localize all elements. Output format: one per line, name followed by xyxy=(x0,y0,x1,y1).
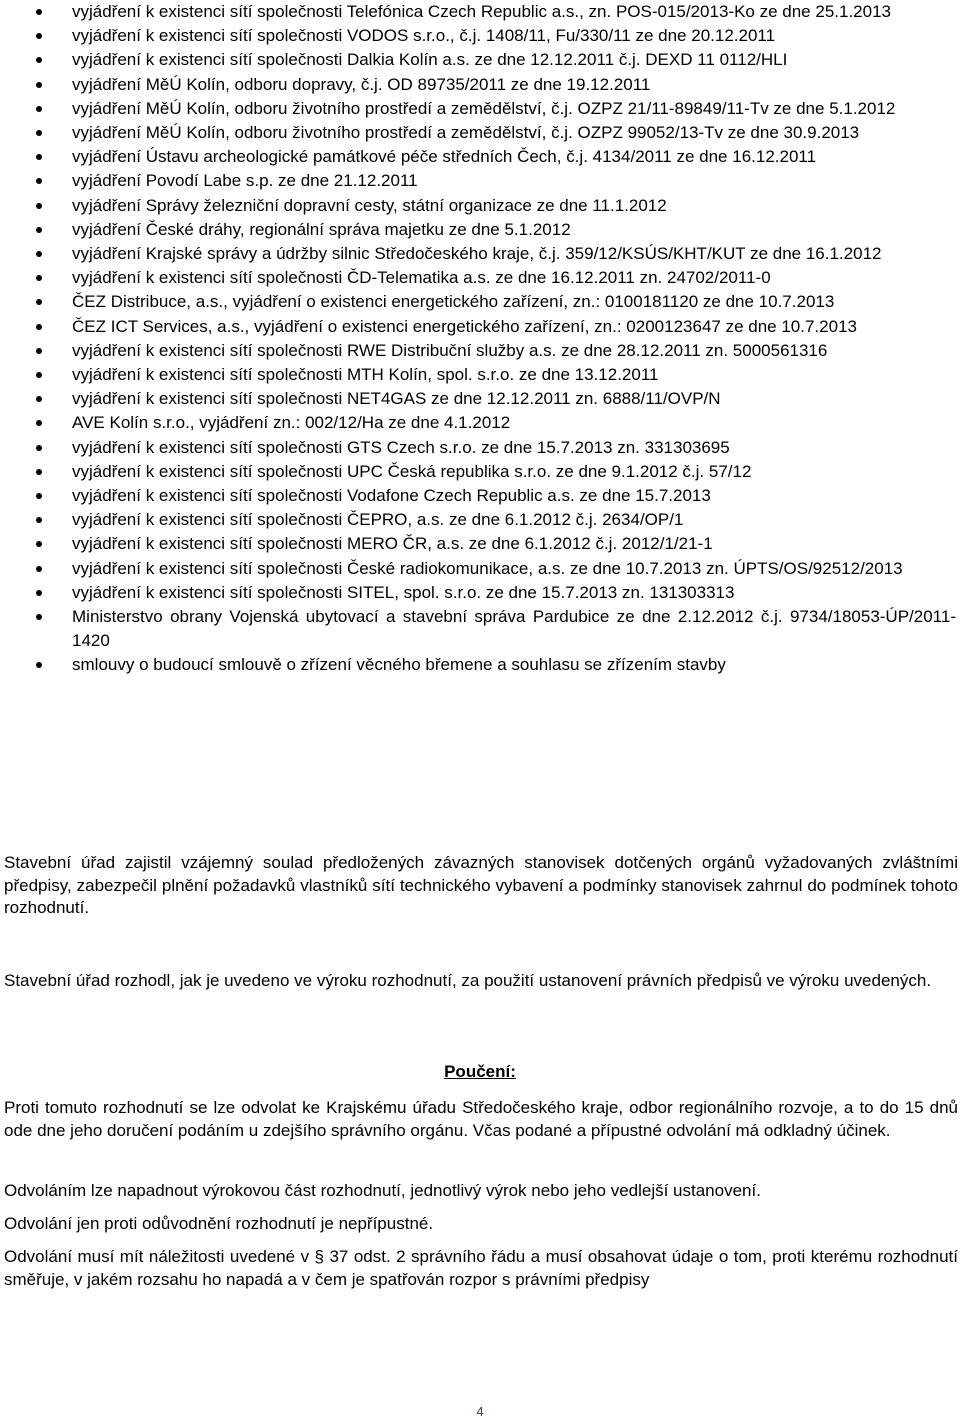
list-item xyxy=(0,339,960,363)
bullet-icon xyxy=(36,227,42,233)
bullet-icon xyxy=(36,275,42,281)
list-item-text: vyjádření k existenci sítí společnosti NET4GAS ze dne 12.12.2011 zn. 6888/11/OVP/N xyxy=(72,389,721,409)
bullet-icon xyxy=(36,57,42,63)
list-item xyxy=(0,121,960,145)
list-item xyxy=(0,363,960,387)
bullet-icon xyxy=(36,251,42,257)
bullet-icon xyxy=(36,420,42,426)
list-item-text: vyjádření k existenci sítí společnosti Dalkia Kolín a.s. ze dne 12.12.2011 č.j. DEXD 11 0112/HLI xyxy=(72,50,788,70)
bullet-icon xyxy=(36,324,42,330)
list-item-text: vyjádření k existenci sítí společnosti České radiokomunikace, a.s. ze dne 10.7.2013 zn. ÚPTS/OS/92512/2013 xyxy=(72,558,903,578)
list-item-text: vyjádření k existenci sítí společnosti ČEPRO, a.s. ze dne 6.1.2012 č.j. 2634/OP/1 xyxy=(72,510,684,530)
list-item-text: vyjádření Krajské správy a údržby silnic Středočeského kraje, č.j. 359/12/KSÚS/KHT/KUT ze dne 16.1.2012 xyxy=(72,244,882,264)
bullet-icon xyxy=(36,517,42,523)
list-item xyxy=(0,194,960,218)
list-item-text: vyjádření k existenci sítí společnosti MERO ČR, a.s. ze dne 6.1.2012 č.j. 2012/1/21-1 xyxy=(72,534,713,554)
list-item xyxy=(0,315,960,339)
list-item xyxy=(0,48,960,72)
bullet-icon xyxy=(36,614,42,620)
list-item-text: smlouvy o budoucí smlouvě o zřízení věcného břemene a souhlasu se zřízením stavby xyxy=(72,655,726,675)
list-item-text: vyjádření k existenci sítí společnosti SITEL, spol. s.r.o. ze dne 15.7.2013 zn. 131303313 xyxy=(72,582,735,602)
list-item xyxy=(0,73,960,97)
heading-instruction: Poučení: xyxy=(444,1062,516,1081)
list-item-text: vyjádření Správy železniční dopravní cesty, státní organizace ze dne 11.1.2012 xyxy=(72,195,667,215)
list-item-text: vyjádření k existenci sítí společnosti Vodafone Czech Republic a.s. ze dne 15.7.2013 xyxy=(72,486,711,506)
list-item-text: vyjádření k existenci sítí společnosti Telefónica Czech Republic a.s., zn. POS-015/2013-Ko ze dne 25.1.2013 xyxy=(72,2,891,21)
list-item xyxy=(0,218,960,242)
list-item xyxy=(0,460,960,484)
bullet-icon xyxy=(36,82,42,88)
list-item-text: vyjádření Povodí Labe s.p. ze dne 21.12.2011 xyxy=(72,171,418,191)
bullet-icon xyxy=(36,33,42,39)
list-item xyxy=(0,266,960,290)
bullet-icon xyxy=(36,541,42,547)
list-item-text: vyjádření k existenci sítí společnosti UPC Česká republika s.r.o. ze dne 9.1.2012 č.j. 57/12 xyxy=(72,461,752,481)
bullet-icon xyxy=(36,203,42,209)
list-item-text: vyjádření k existenci sítí společnosti VODOS s.r.o., č.j. 1408/11, Fu/330/11 ze dne 20.12.2011 xyxy=(72,26,776,46)
bullet-icon xyxy=(36,154,42,160)
bullet-icon xyxy=(36,106,42,112)
list-item xyxy=(0,145,960,169)
list-item-text: vyjádření k existenci sítí společnosti MTH Kolín, spol. s.r.o. ze dne 13.12.2011 xyxy=(72,365,659,385)
list-item-text: vyjádření k existenci sítí společnosti ČD-Telematika a.s. ze dne 16.12.2011 zn. 24702/2011-0 xyxy=(72,268,771,288)
list-item-text: vyjádření MěÚ Kolín, odboru životního prostředí a zemědělství, č.j. OZPZ 21/11-89849/11-Tv ze dne 5.1.2012 xyxy=(72,98,896,118)
list-item-text: ČEZ Distribuce, a.s., vyjádření o existenci energetického zařízení, zn.: 0100181120 ze dne 10.7.2013 xyxy=(72,292,835,312)
list-item xyxy=(0,0,960,24)
paragraph-appeal-requirements: Odvolání musí mít náležitosti uvedené v § 37 odst. 2 správního řádu a musí obsahovat údaje o tom, proti kterému rozhodnutí směřuje, v jakém rozsahu ho napadá a v čem je spatřován rozpor s právními předpisy xyxy=(4,1247,958,1289)
list-item-text: vyjádření MěÚ Kolín, odboru dopravy, č.j. OD 89735/2011 ze dne 19.12.2011 xyxy=(72,74,651,94)
list-item xyxy=(0,411,960,435)
bullet-icon xyxy=(36,590,42,596)
list-item xyxy=(0,97,960,121)
paragraph-appeal-inadmissible: Odvolání jen proti odůvodnění rozhodnutí je nepřípustné. xyxy=(4,1214,434,1233)
bullet-icon xyxy=(36,493,42,499)
paragraph-appeal: Proti tomuto rozhodnutí se lze odvolat ke Krajskému úřadu Středočeského kraje, odbor regionálního rozvoje, a to do 15 dnů ode dne jeho doručení podáním u zdejšího správního orgánu. Včas podané a přípustné odvolání má odkladný účinek. xyxy=(4,1098,958,1140)
list-item-text: ČEZ ICT Services, a.s., vyjádření o existenci energetického zařízení, zn.: 0200123647 ze dne 10.7.2013 xyxy=(72,316,857,336)
list-item-text: vyjádření k existenci sítí společnosti RWE Distribuční služby a.s. ze dne 28.12.2011 zn. 5000561316 xyxy=(72,340,828,360)
list-item-text: vyjádření MěÚ Kolín, odboru životního prostředí a zemědělství, č.j. OZPZ 99052/13-Tv ze dne 30.9.2013 xyxy=(72,123,860,143)
paragraph-coordination: Stavební úřad zajistil vzájemný soulad předložených závazných stanovisek dotčených orgánů vyžadovaných zvláštními předpisy, zabezpečil plnění požadavků vlastníků sítí technického vybavení a podmínky stanovisek zahrnul do podmínek tohoto rozhodnutí. xyxy=(4,853,958,917)
list-item-text: vyjádření Ústavu archeologické památkové péče středních Čech, č.j. 4134/2011 ze dne 16.12.2011 xyxy=(72,147,817,167)
bullet-icon xyxy=(36,348,42,354)
list-item xyxy=(0,653,960,677)
bullet-icon xyxy=(36,178,42,184)
paragraph-decision: Stavební úřad rozhodl, jak je uvedeno ve výroku rozhodnutí, za použití ustanovení právních předpisů ve výroku uvedených. xyxy=(4,971,932,990)
list-item-text: AVE Kolín s.r.o., vyjádření zn.: 002/12/Ha ze dne 4.1.2012 xyxy=(72,413,511,433)
bullet-icon xyxy=(36,299,42,305)
bullet-icon xyxy=(36,445,42,451)
bullet-icon xyxy=(36,662,42,668)
bullet-icon xyxy=(36,372,42,378)
bullet-icon xyxy=(36,396,42,402)
list-item xyxy=(0,581,960,605)
bullet-icon xyxy=(36,469,42,475)
list-item xyxy=(0,532,960,556)
list-item xyxy=(0,242,960,266)
paragraph-appeal-scope: Odvoláním lze napadnout výrokovou část rozhodnutí, jednotlivý výrok nebo jeho vedlejší ustanovení. xyxy=(4,1181,761,1200)
list-item xyxy=(0,24,960,48)
list-item xyxy=(0,484,960,508)
bullet-icon xyxy=(36,130,42,136)
list-item-text: Ministerstvo obrany Vojenská ubytovací a stavební správa Pardubice ze dne 2.12.2012 č.j. 9734/18053-ÚP/2011-1420 xyxy=(72,607,956,651)
list-item xyxy=(0,436,960,460)
list-item xyxy=(0,508,960,532)
list-item xyxy=(0,387,960,411)
list-item xyxy=(0,605,960,653)
list-item xyxy=(0,557,960,581)
list-item xyxy=(0,290,960,314)
statements-list xyxy=(0,0,960,678)
bullet-icon xyxy=(36,9,42,15)
bullet-icon xyxy=(36,566,42,572)
page-number: 4 xyxy=(476,1404,484,1419)
list-item-text: vyjádření k existenci sítí společnosti GTS Czech s.r.o. ze dne 15.7.2013 zn. 331303695 xyxy=(72,437,730,457)
list-item-text: vyjádření České dráhy, regionální správa majetku ze dne 5.1.2012 xyxy=(72,219,571,239)
list-item xyxy=(0,169,960,193)
